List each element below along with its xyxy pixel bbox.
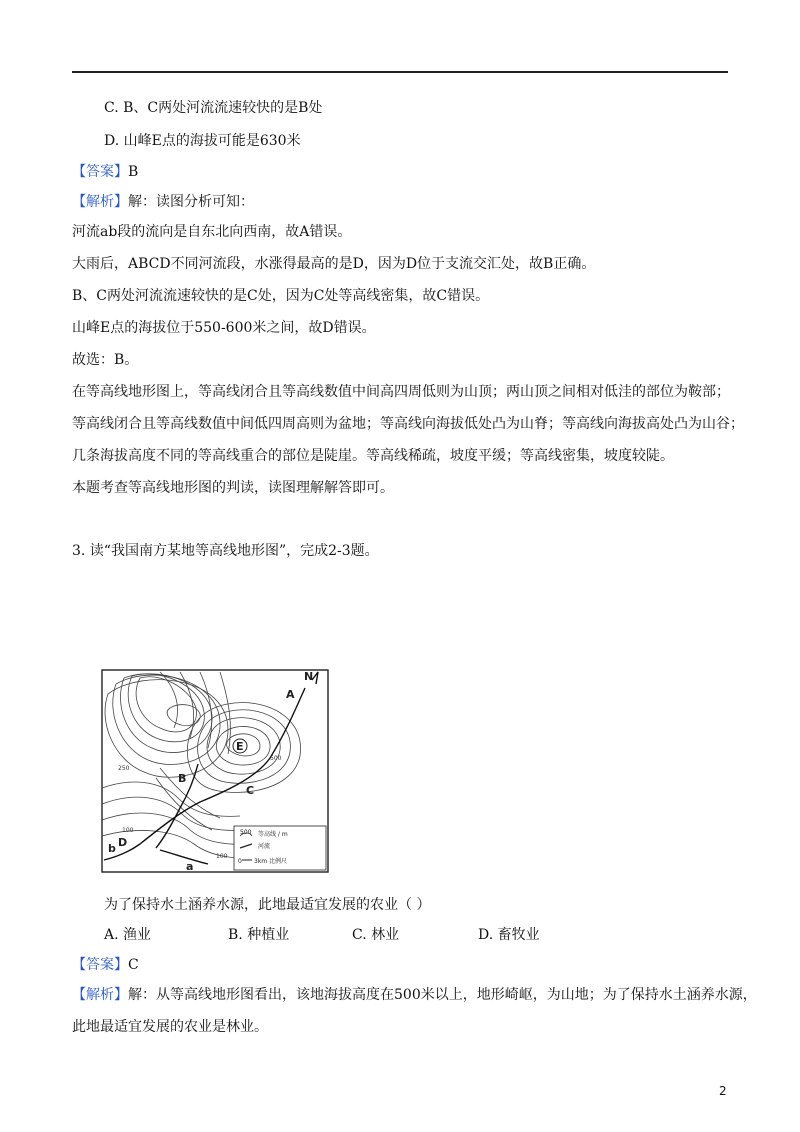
answer-value: C — [128, 957, 139, 973]
analysis-text: B、C两处河流流速较快的是C处，因为C处等高线密集，故C错误。 — [72, 288, 490, 304]
answer-tag: 【答案】 — [72, 164, 128, 180]
answer-line — [72, 955, 139, 975]
contour-label-500: 500 — [270, 755, 282, 762]
map-legend — [234, 826, 326, 870]
question-intro: 3. 读“我国南方某地等高线地形图”，完成2-3题。 — [72, 543, 379, 559]
analysis-text: 河流ab段的流向是自东北向西南，故A错误。 — [72, 224, 352, 240]
option-b: B. 种植业 — [228, 927, 290, 943]
analysis-text: 在等高线地形图上，等高线闭合且等高线数值中间高四周低则为山顶；两山顶之间相对低洼的部位为鞍部； — [72, 384, 730, 400]
option-a: A. 渔业 — [104, 927, 152, 943]
map-label-a-lower: a — [186, 860, 194, 873]
map-label-b-lower: b — [108, 842, 116, 855]
answer-value: B — [128, 164, 139, 180]
answer-line — [72, 162, 138, 182]
analysis-text: 解：从等高线地形图看出，该地海拔高度在500米以上，地形崎岖，为山地；为了保持水土涵养水源， — [128, 987, 757, 1003]
map-label-c: C — [246, 784, 255, 797]
contour-label-100: 100 — [216, 853, 228, 860]
legend-scale-zero: 0 — [238, 858, 242, 865]
analysis-line — [72, 985, 757, 1005]
analysis-line — [72, 192, 254, 212]
header-rule — [72, 71, 728, 73]
analysis-text: 故选：B。 — [72, 352, 139, 368]
analysis-tag: 【解析】 — [72, 194, 128, 210]
page-number: 2 — [719, 1084, 727, 1098]
legend-contour-value: 500 — [240, 829, 252, 836]
legend-river: 河流 — [258, 843, 271, 850]
map-label-n: N — [304, 670, 314, 683]
option-d: D. 畜牧业 — [478, 927, 540, 943]
map-label-a: A — [286, 688, 295, 701]
map-label-b: B — [178, 772, 187, 785]
map-label-e: E — [236, 740, 244, 753]
answer-tag: 【答案】 — [72, 957, 128, 973]
contour-label-100: 100 — [122, 827, 134, 834]
option-d: D. 山峰E点的海拔可能是630米 — [104, 133, 301, 149]
analysis-text: 山峰E点的海拔位于550-600米之间，故D错误。 — [72, 320, 376, 336]
analysis-text: 几条海拔高度不同的等高线重合的部位是陡崖。等高线稀疏，坡度平缓；等高线密集，坡度较陡。 — [72, 448, 674, 464]
analysis-text: 解：读图分析可知： — [128, 194, 254, 210]
analysis-text: 本题考查等高线地形图的判读，读图理解解答即可。 — [72, 480, 394, 496]
option-c: C. 林业 — [352, 927, 400, 943]
legend-scale: 3km 比例尺 — [254, 858, 288, 865]
legend-contour: 等高线 / m — [258, 831, 288, 838]
map-label-d: D — [118, 836, 128, 849]
analysis-text: 大雨后，ABCD不同河流段，水涨得最高的是D，因为D位于支流交汇处，故B正确。 — [72, 256, 596, 272]
analysis-text: 等高线闭合且等高线数值中间低四周高则为盆地；等高线向海拔低处凸为山脊；等高线向海拔高处凸为山谷； — [72, 416, 744, 432]
option-c: C. B、C两处河流流速较快的是B处 — [104, 100, 323, 116]
analysis-text: 此地最适宜发展的农业是林业。 — [72, 1019, 268, 1035]
analysis-tag: 【解析】 — [72, 987, 128, 1003]
contour-label-250: 250 — [118, 765, 130, 772]
contour-map — [100, 668, 332, 878]
sub-question: 为了保持水土涵养水源，此地最适宜发展的农业（ ） — [104, 897, 431, 913]
